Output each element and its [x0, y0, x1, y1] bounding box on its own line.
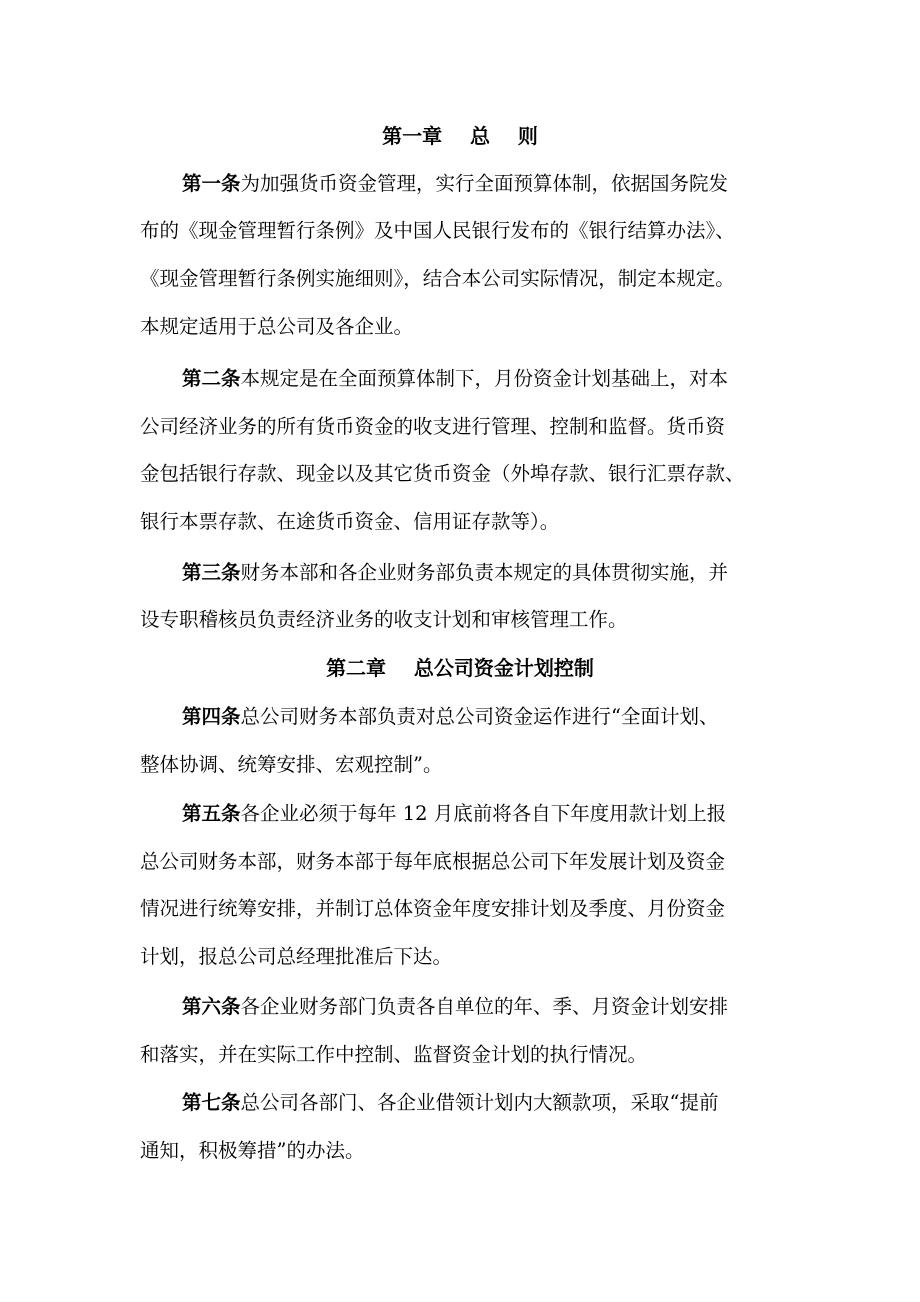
article-5-line-2: 总公司财务本部，财务本部于每年底根据总公司下年发展计划及资金: [140, 850, 726, 873]
article-1-line-4: 本规定适用于总公司及各企业。: [140, 315, 414, 338]
article-3-label: 第三条: [182, 561, 241, 584]
article-7-text-1: 总公司各部门、各企业借领计划内大额款项，采取“提前: [240, 1091, 719, 1114]
article-3-line-1: [182, 559, 800, 587]
article-5-line-3: 情况进行统筹安排，并制订总体资金年度安排计划及季度、月份资金: [140, 897, 726, 920]
chapter-1-title: 第一章 总 则: [382, 124, 538, 148]
article-7-line-2: 通知，积极筹措”的办法。: [140, 1139, 365, 1162]
article-2-line-2: 公司经济业务的所有货币资金的收支进行管理、控制和监督。货币资: [140, 415, 726, 438]
article-1-line-3: 《现金管理暂行条例实施细则》，结合本公司实际情况，制定本规定。: [140, 267, 735, 290]
article-3-line-2: 设专职稽核员负责经济业务的收支计划和审核管理工作。: [140, 608, 628, 631]
article-4-text-1: 总公司财务本部负责对总公司资金运作进行“全面计划、: [240, 705, 719, 728]
article-6-line-2: 和落实，并在实际工作中控制、监督资金计划的执行情况。: [140, 1043, 648, 1066]
article-2-line-3: 金包括银行存款、现金以及其它货币资金（外埠存款、银行汇票存款、: [140, 462, 745, 485]
article-5-line-1: [182, 800, 800, 828]
article-7-line-1: [182, 1089, 800, 1117]
article-5-label: 第五条: [182, 802, 241, 825]
article-4-label: 第四条: [182, 705, 241, 728]
article-2-line-4: 银行本票存款、在途货币资金、信用证存款等）。: [140, 510, 560, 533]
article-6-label: 第六条: [182, 995, 241, 1018]
article-4-line-1: [182, 703, 800, 731]
article-2-label: 第二条: [182, 367, 241, 390]
article-4-line-2: 整体协调、统筹安排、宏观控制”。: [140, 753, 443, 776]
article-3-text-1: 财务本部和各企业财务部负责本规定的具体贯彻实施，并: [240, 561, 729, 584]
article-7-label: 第七条: [182, 1091, 241, 1114]
article-1-line-1: [182, 170, 800, 198]
article-1-line-2: 布的《现金管理暂行条例》及中国人民银行发布的《银行结算办法》、: [140, 219, 735, 242]
article-6-line-1: [182, 993, 800, 1021]
chapter-2-title: 第二章 总公司资金计划控制: [326, 656, 594, 680]
article-5-line-4: 计划，报总公司总经理批准后下达。: [140, 945, 453, 968]
article-2-text-1: 本规定是在全面预算体制下，月份资金计划基础上，对本: [240, 367, 729, 390]
article-1-text-1: 为加强货币资金管理，实行全面预算体制，依据国务院发: [240, 172, 729, 195]
article-5-text-1: 各企业必须于每年 12 月底前将各自下年度用款计划上报: [240, 802, 727, 825]
article-6-text-1: 各企业财务部门负责各自单位的年、季、月资金计划安排: [240, 995, 729, 1018]
article-2-line-1: [182, 365, 800, 393]
article-1-label: 第一条: [182, 172, 241, 195]
